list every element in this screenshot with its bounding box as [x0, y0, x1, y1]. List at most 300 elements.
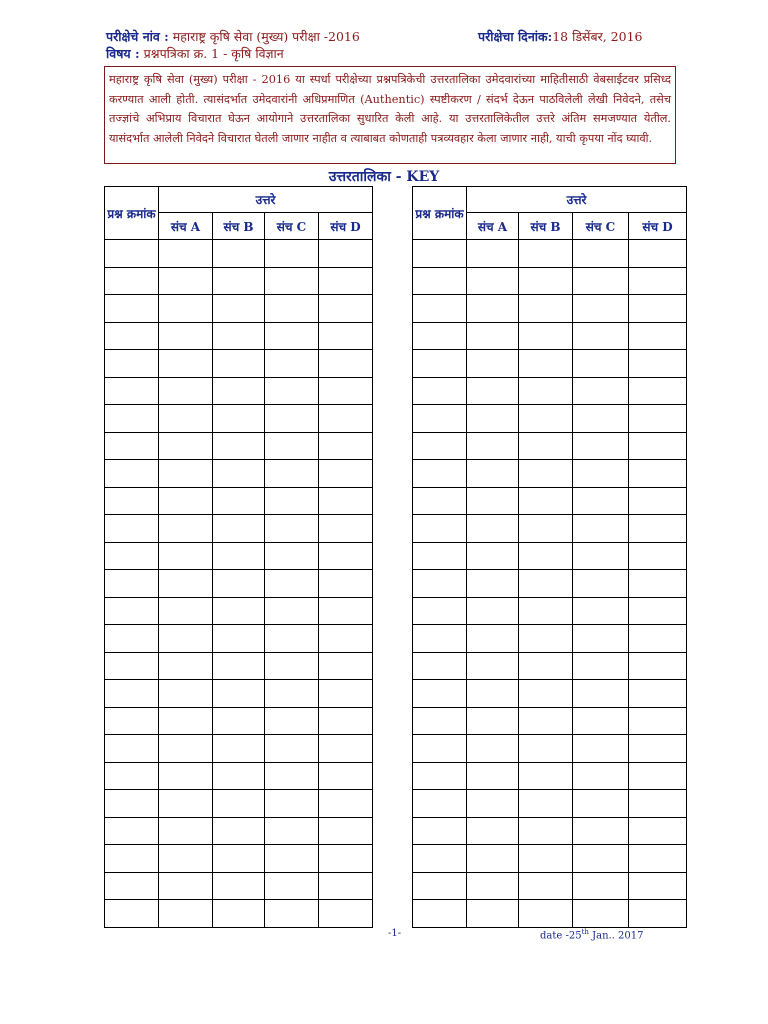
answer-cell [159, 542, 213, 570]
answer-cell [159, 845, 213, 873]
question-number-cell [413, 515, 467, 543]
answer-cell [573, 735, 629, 763]
answer-cell [519, 817, 573, 845]
answer-cell [467, 762, 519, 790]
answer-cell [319, 652, 373, 680]
answer-cell [319, 515, 373, 543]
table-row [413, 322, 687, 350]
answer-cell [159, 707, 213, 735]
question-number-cell [105, 762, 159, 790]
question-number-cell [413, 900, 467, 928]
answer-cell [467, 570, 519, 598]
answer-cell [213, 900, 265, 928]
subject: प्रश्नपत्रिका क्र. 1 - कृषि विज्ञान [143, 46, 284, 61]
table-row [413, 350, 687, 378]
table-row [105, 460, 373, 488]
answer-table-right [412, 186, 687, 928]
answer-cell [265, 872, 319, 900]
answer-cell [159, 570, 213, 598]
answer-cell [519, 872, 573, 900]
answer-cell [467, 460, 519, 488]
table-row [105, 267, 373, 295]
question-number-header: प्रश्न क्रमांक [413, 187, 467, 240]
answer-cell [213, 487, 265, 515]
answer-cell [213, 267, 265, 295]
table-row [105, 872, 373, 900]
answer-cell [573, 790, 629, 818]
answer-cell [467, 817, 519, 845]
answer-cell [519, 900, 573, 928]
table-row [105, 542, 373, 570]
table-row [413, 735, 687, 763]
answer-cell [159, 432, 213, 460]
table-row [413, 845, 687, 873]
set-c-header: संच C [573, 213, 629, 240]
answer-cell [467, 652, 519, 680]
answer-cell [159, 322, 213, 350]
footer-date-suffix: Jan.. 2017 [588, 930, 644, 942]
answer-cell [319, 597, 373, 625]
question-number-cell [105, 872, 159, 900]
answer-cell [213, 295, 265, 323]
answer-cell [573, 845, 629, 873]
answer-cell [265, 322, 319, 350]
table-row [413, 487, 687, 515]
answer-cell [573, 597, 629, 625]
answer-cell [213, 652, 265, 680]
answer-cell [467, 377, 519, 405]
answer-cell [629, 762, 687, 790]
answer-cell [213, 707, 265, 735]
answer-cell [629, 625, 687, 653]
answer-cell [629, 515, 687, 543]
footer-date [540, 928, 644, 941]
question-number-cell [413, 350, 467, 378]
answer-cell [629, 790, 687, 818]
answer-cell [159, 377, 213, 405]
answer-cell [319, 625, 373, 653]
table-row [413, 570, 687, 598]
exam-date: 18 डिसेंबर, 2016 [552, 29, 643, 44]
answer-cell [265, 790, 319, 818]
set-b-header: संच B [519, 213, 573, 240]
question-number-cell [105, 652, 159, 680]
question-number-cell [413, 817, 467, 845]
question-number-cell [413, 570, 467, 598]
question-number-cell [413, 652, 467, 680]
answer-cell [519, 267, 573, 295]
table-row [105, 405, 373, 433]
answer-cell [629, 377, 687, 405]
answer-cell [573, 625, 629, 653]
answer-cell [265, 900, 319, 928]
answer-cell [213, 735, 265, 763]
answer-cell [265, 240, 319, 268]
question-number-cell [105, 295, 159, 323]
exam-date-label: परीक्षेचा दिनांक: [478, 29, 553, 44]
question-number-cell [413, 845, 467, 873]
table-row [413, 680, 687, 708]
set-d-header: संच D [319, 213, 373, 240]
set-b-header: संच B [213, 213, 265, 240]
subject-label: विषय : [106, 46, 140, 61]
answer-cell [573, 680, 629, 708]
table-row [105, 597, 373, 625]
answer-cell [573, 515, 629, 543]
answer-cell [573, 707, 629, 735]
question-number-cell [413, 295, 467, 323]
table-row [105, 652, 373, 680]
question-number-cell [413, 707, 467, 735]
answer-cell [213, 240, 265, 268]
table-row [413, 295, 687, 323]
answer-cell [159, 900, 213, 928]
answer-cell [573, 405, 629, 433]
table-row [105, 487, 373, 515]
answer-cell [265, 597, 319, 625]
answer-cell [573, 377, 629, 405]
answer-cell [159, 267, 213, 295]
answer-cell [159, 350, 213, 378]
answer-cell [159, 872, 213, 900]
answer-cell [629, 872, 687, 900]
question-number-cell [105, 570, 159, 598]
answer-cell [319, 432, 373, 460]
answer-cell [319, 267, 373, 295]
answer-cell [519, 652, 573, 680]
question-number-cell [105, 845, 159, 873]
answer-cell [467, 542, 519, 570]
answer-cell [519, 625, 573, 653]
answer-cell [629, 460, 687, 488]
question-number-cell [105, 817, 159, 845]
answer-cell [265, 817, 319, 845]
answer-cell [519, 707, 573, 735]
answer-cell [319, 405, 373, 433]
table-body [105, 240, 373, 928]
answer-cell [159, 625, 213, 653]
table-row [105, 845, 373, 873]
answer-cell [213, 762, 265, 790]
page-number: -1- [388, 928, 402, 939]
answer-cell [159, 762, 213, 790]
table-row [105, 515, 373, 543]
answer-cell [519, 405, 573, 433]
answer-cell [319, 762, 373, 790]
answer-cell [629, 542, 687, 570]
answer-cell [265, 735, 319, 763]
answer-cell [265, 542, 319, 570]
answer-cell [573, 295, 629, 323]
question-number-cell [413, 597, 467, 625]
answer-cell [213, 570, 265, 598]
subject-row [106, 45, 284, 62]
answer-cell [519, 597, 573, 625]
key-title: उत्तरतालिका - KEY [328, 169, 440, 185]
answer-cell [213, 625, 265, 653]
answer-cell [319, 542, 373, 570]
answer-cell [319, 460, 373, 488]
answer-cell [573, 762, 629, 790]
answer-cell [265, 680, 319, 708]
answer-cell [213, 597, 265, 625]
answer-cell [629, 322, 687, 350]
answer-cell [629, 735, 687, 763]
answer-cell [159, 597, 213, 625]
answer-cell [265, 845, 319, 873]
answer-cell [519, 240, 573, 268]
answer-cell [467, 680, 519, 708]
table-row [413, 625, 687, 653]
answer-cell [319, 817, 373, 845]
answer-cell [265, 707, 319, 735]
answer-cell [265, 460, 319, 488]
table-row [413, 432, 687, 460]
answer-cell [573, 350, 629, 378]
answer-cell [573, 487, 629, 515]
table-row [105, 240, 373, 268]
answer-cell [213, 377, 265, 405]
answer-cell [573, 872, 629, 900]
table-row [105, 707, 373, 735]
answer-cell [467, 432, 519, 460]
answer-cell [573, 652, 629, 680]
table-row [105, 900, 373, 928]
table-row [105, 322, 373, 350]
answer-cell [213, 432, 265, 460]
question-number-cell [105, 515, 159, 543]
answer-cell [467, 625, 519, 653]
question-number-cell [413, 267, 467, 295]
table-row [413, 515, 687, 543]
table-row [413, 762, 687, 790]
table-body [413, 240, 687, 928]
footer-date-prefix: date -25 [540, 930, 582, 942]
answer-cell [573, 322, 629, 350]
answer-cell [629, 350, 687, 378]
answer-cell [573, 240, 629, 268]
answer-cell [159, 790, 213, 818]
question-number-cell [413, 460, 467, 488]
answer-cell [519, 295, 573, 323]
answer-cell [629, 240, 687, 268]
answer-cell [573, 432, 629, 460]
answer-cell [159, 515, 213, 543]
answer-cell [159, 460, 213, 488]
question-number-cell [105, 707, 159, 735]
answer-cell [629, 487, 687, 515]
answer-cell [519, 377, 573, 405]
answer-cell [519, 735, 573, 763]
answer-cell [467, 900, 519, 928]
answer-cell [519, 762, 573, 790]
answer-cell [467, 267, 519, 295]
table-row [413, 707, 687, 735]
table-row [105, 377, 373, 405]
question-number-cell [413, 377, 467, 405]
question-number-cell [413, 790, 467, 818]
answer-cell [573, 267, 629, 295]
answer-cell [159, 680, 213, 708]
answer-cell [519, 487, 573, 515]
table-row [413, 900, 687, 928]
answer-cell [519, 790, 573, 818]
answer-cell [629, 900, 687, 928]
answer-cell [265, 432, 319, 460]
answer-cell [213, 872, 265, 900]
table-row [413, 267, 687, 295]
answer-cell [629, 597, 687, 625]
answer-cell [629, 295, 687, 323]
question-number-cell [105, 735, 159, 763]
set-a-header: संच A [159, 213, 213, 240]
question-number-cell [413, 762, 467, 790]
answer-cell [213, 845, 265, 873]
table-row [105, 625, 373, 653]
answer-cell [159, 240, 213, 268]
answer-cell [467, 295, 519, 323]
answer-cell [467, 515, 519, 543]
notice-box: महाराष्ट्र कृषि सेवा (मुख्य) परीक्षा - 2016 या स्पर्धा परीक्षेच्या प्रश्नपत्रिकेची उत्तरतालिका उमेदवारांच्या माहितीसाठी वेबसाईटवर प्रसिध्द करण्यात आली होती. त्यासंदर्भात उमेदवारांनी अधिप्रमाणित (Authentic) स्पष्टीकरण / संदर्भ देऊन पाठविलेली लेखी निवेदने, तसेच तज्ज्ञांचे अभिप्राय विचारात घेऊन आयोगाने उत्तरतालिका सुधारित केली आहे. या उत्तरतालिकेतील उत्तरे अंतिम समजण्यात येतील. यासंदर्भात आलेली निवेदने विचारात घेतली जाणार नाहीत व त्याबाबत कोणताही पत्रव्यवहार केला जाणार नाही, याची कृपया नोंद घ्यावी. [104, 66, 676, 164]
answer-cell [467, 735, 519, 763]
answer-cell [629, 652, 687, 680]
table-row [105, 817, 373, 845]
answer-cell [467, 350, 519, 378]
question-number-cell [105, 460, 159, 488]
answer-cell [213, 542, 265, 570]
answer-cell [573, 460, 629, 488]
answer-cell [265, 405, 319, 433]
answer-cell [319, 377, 373, 405]
answer-cell [519, 680, 573, 708]
answer-cell [573, 570, 629, 598]
answer-cell [213, 350, 265, 378]
answer-cell [467, 872, 519, 900]
answer-cell [265, 487, 319, 515]
answer-cell [467, 707, 519, 735]
answer-cell [319, 487, 373, 515]
answer-cell [159, 487, 213, 515]
question-number-cell [413, 405, 467, 433]
answer-cell [319, 240, 373, 268]
table-row [413, 790, 687, 818]
table-row [413, 872, 687, 900]
answer-cell [159, 735, 213, 763]
answer-cell [265, 625, 319, 653]
answer-cell [159, 295, 213, 323]
set-a-header: संच A [467, 213, 519, 240]
answer-cell [213, 515, 265, 543]
answer-cell [265, 350, 319, 378]
exam-date-row [478, 28, 642, 45]
exam-name: महाराष्ट्र कृषि सेवा (मुख्य) परीक्षा -2016 [172, 29, 360, 44]
answer-cell [629, 432, 687, 460]
answer-cell [265, 267, 319, 295]
answer-cell [213, 680, 265, 708]
answer-cell [573, 817, 629, 845]
answer-cell [467, 487, 519, 515]
question-number-cell [105, 240, 159, 268]
table-row [413, 460, 687, 488]
table-row [105, 295, 373, 323]
answer-cell [319, 900, 373, 928]
table-row [413, 405, 687, 433]
answer-cell [519, 432, 573, 460]
answer-cell [319, 295, 373, 323]
footer-date-sup: th [581, 928, 589, 936]
question-number-cell [105, 900, 159, 928]
answer-cell [319, 872, 373, 900]
question-number-cell [413, 735, 467, 763]
answer-cell [519, 570, 573, 598]
answer-cell [265, 570, 319, 598]
answer-cell [629, 707, 687, 735]
answers-header: उत्तरे [467, 187, 687, 213]
answer-cell [629, 817, 687, 845]
question-number-cell [413, 542, 467, 570]
question-number-cell [413, 625, 467, 653]
question-number-cell [413, 872, 467, 900]
table-row [105, 735, 373, 763]
answer-cell [467, 240, 519, 268]
answer-cell [319, 735, 373, 763]
table-row [105, 570, 373, 598]
table-row [105, 432, 373, 460]
table-row [413, 542, 687, 570]
question-number-cell [105, 625, 159, 653]
answer-cell [319, 707, 373, 735]
answer-cell [467, 597, 519, 625]
answer-cell [213, 817, 265, 845]
answer-cell [519, 515, 573, 543]
table-row [413, 597, 687, 625]
table-row [413, 652, 687, 680]
question-number-cell [105, 432, 159, 460]
answer-cell [265, 295, 319, 323]
answer-table-left [104, 186, 373, 928]
table-row [105, 762, 373, 790]
table-row [413, 377, 687, 405]
question-number-cell [105, 542, 159, 570]
answer-cell [519, 322, 573, 350]
question-number-cell [105, 790, 159, 818]
question-number-cell [105, 267, 159, 295]
set-d-header: संच D [629, 213, 687, 240]
set-c-header: संच C [265, 213, 319, 240]
question-number-cell [105, 377, 159, 405]
answer-cell [265, 377, 319, 405]
question-number-cell [413, 487, 467, 515]
answer-cell [213, 790, 265, 818]
question-number-cell [105, 405, 159, 433]
answers-header: उत्तरे [159, 187, 373, 213]
answer-cell [213, 460, 265, 488]
answer-cell [265, 762, 319, 790]
answer-cell [629, 405, 687, 433]
exam-name-row [106, 28, 360, 45]
answer-cell [265, 515, 319, 543]
question-number-cell [105, 487, 159, 515]
answer-cell [159, 817, 213, 845]
answer-cell [265, 652, 319, 680]
answer-cell [467, 322, 519, 350]
answer-cell [319, 680, 373, 708]
answer-cell [159, 405, 213, 433]
question-number-cell [413, 240, 467, 268]
answer-cell [519, 845, 573, 873]
question-number-cell [105, 350, 159, 378]
answer-cell [573, 900, 629, 928]
